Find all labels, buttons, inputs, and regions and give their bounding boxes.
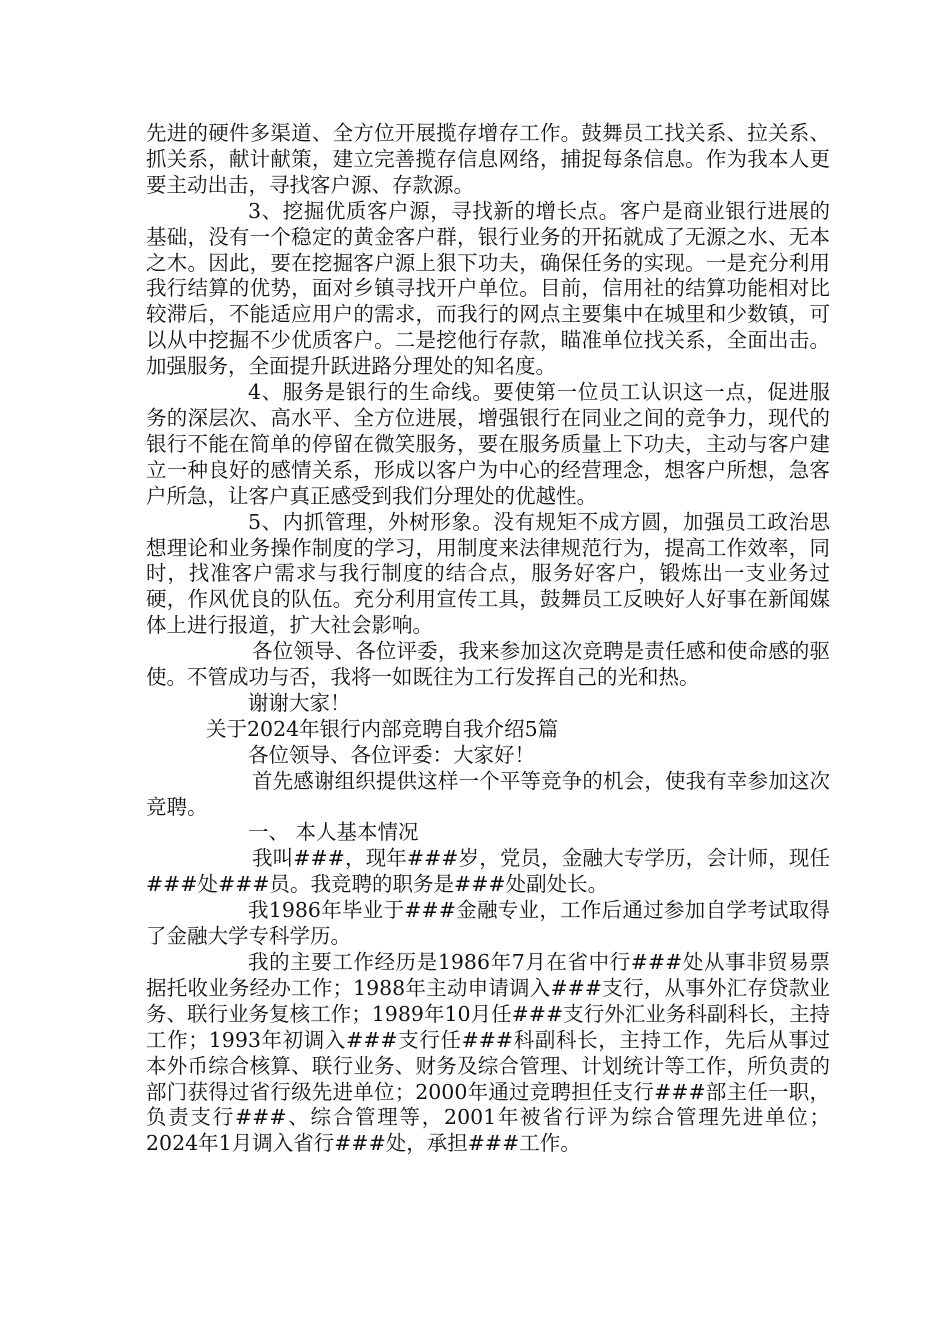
paragraph-2: 3、挖掘优质客户源，寻找新的增长点。客户是商业银行进展的基础，没有一个稳定的黄金客户群，银行业务的开拓就成了无源之水、无本之木。因此，要在挖掘客户源上狠下功夫，确保任务的实现。一是充分利用我行结算的优势，面对乡镇寻找开户单位。目前，信用社的结算功能相对比较滞后，不能适应用户的需求，而我行的网点主要集中在城里和少数镇，可以从中挖掘不少优质客户。二是挖他行存款，瞄准单位找关系，全面出击。加强服务，全面提升跃进路分理处的知名度。 xyxy=(146,198,830,379)
section-title: 关于2024年银行内部竞聘自我介绍5篇 xyxy=(206,716,559,741)
paragraph-11: 我叫###，现年###岁，党员，金融大专学历，会计师，现任###处###员。我竞聘的职务是###处副处长。 xyxy=(146,846,830,897)
greeting-line: 各位领导、各位评委：大家好！ xyxy=(248,742,535,767)
paragraph-12: 我1986年毕业于###金融专业，工作后通过参加自学考试取得了金融大学专科学历。 xyxy=(146,898,830,949)
section-heading-basic-info: 一、 本人基本情况 xyxy=(248,820,419,845)
paragraph-5: 各位领导、各位评委，我来参加这次竞聘是责任感和使命感的驱使。不管成功与否，我将一如既往为工行发挥自己的光和热。 xyxy=(146,639,830,690)
paragraph-13: 我的主要工作经历是1986年7月在省中行###处从事非贸易票据托收业务经办工作；1988年主动申请调入###支行，从事外汇存贷款业务、联行业务复核工作；1989年10月任###支行外汇业务科副科长，主持工作；1993年初调入###支行任###科副科长，主持工作，先后从事过本外币综合核算、联行业务、财务及综合管理、计划统计等工作，所负责的部门获得过省行级先进单位；2000年通过竞聘担任支行###部主任一职，负责支行###、综合管理等，2001年被省行评为综合管理先进单位；2024年1月调入省行###处，承担###工作。 xyxy=(146,950,830,1156)
thanks-line: 谢谢大家！ xyxy=(248,690,351,715)
paragraph-1: 先进的硬件多渠道、全方位开展揽存增存工作。鼓舞员工找关系、拉关系、抓关系，献计献策，建立完善揽存信息网络，捕捉每条信息。作为我本人更要主动出击，寻找客户源、存款源。 xyxy=(146,121,830,197)
paragraph-3: 4、服务是银行的生命线。要使第一位员工认识这一点，促进服务的深层次、高水平、全方位进展，增强银行在同业之间的竞争力，现代的银行不能在简单的停留在微笑服务，要在服务质量上下功夫，主动与客户建立一种良好的感情关系，形成以客户为中心的经营理念，想客户所想，急客户所急，让客户真正感受到我们分理处的优越性。 xyxy=(146,380,830,508)
document-page xyxy=(146,121,830,1157)
paragraph-9: 首先感谢组织提供这样一个平等竞争的机会，使我有幸参加这次竞聘。 xyxy=(146,768,830,819)
paragraph-4: 5、内抓管理，外树形象。没有规矩不成方圆，加强员工政治思想理论和业务操作制度的学习，用制度来法律规范行为，提高工作效率，同时，找准客户需求与我行制度的结合点，服务好客户，锻炼出一支业务过硬，作风优良的队伍。充分利用宣传工具，鼓舞员工反映好人好事在新闻媒体上进行报道，扩大社会影响。 xyxy=(146,509,830,638)
